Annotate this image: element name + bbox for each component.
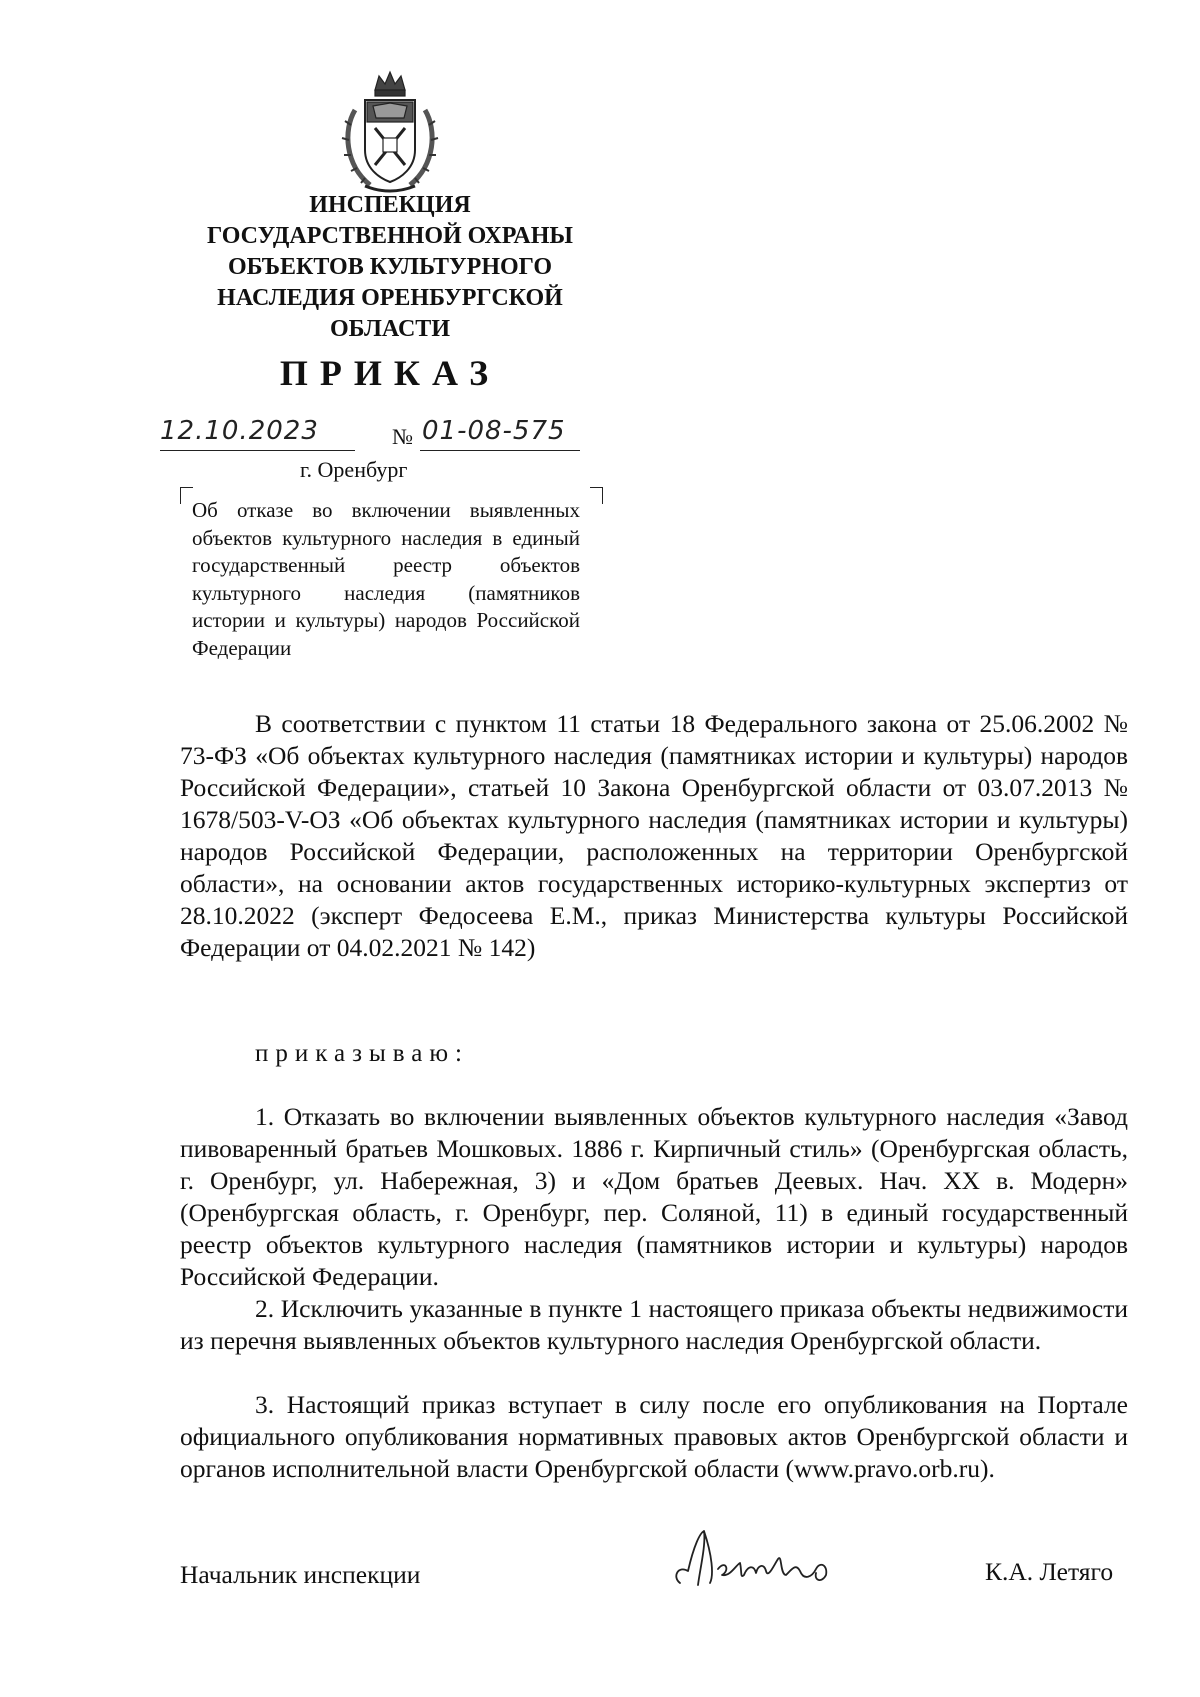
subject-bracket-right	[590, 487, 603, 504]
handwritten-signature	[670, 1525, 840, 1595]
org-line-5: ОБЛАСТИ	[330, 316, 450, 342]
order-item-3: 3. Настоящий приказ вступает в силу после его опубликования на Портале официального опубликования нормативных правовых актов Оренбургской области и органов исполнительной власти Оренбургской области (www.pravo.orb.ru).	[180, 1390, 1128, 1483]
document-date: 12.10.2023	[160, 416, 319, 446]
document-subject: Об отказе во включении выявленных объектов культурного наследия в единый государственный реестр объектов культурного наследия (памятников истории и культуры) народов Российской Федерации	[192, 498, 580, 660]
org-line-3: ОБЪЕКТОВ КУЛЬТУРНОГО	[227, 254, 553, 280]
date-number-row	[160, 416, 630, 456]
number-underline	[420, 450, 580, 451]
organization-name	[180, 190, 600, 345]
org-line-4: НАСЛЕДИЯ ОРЕНБУРГСКОЙ	[217, 285, 563, 311]
date-underline	[160, 450, 355, 451]
number-sign: №	[392, 424, 413, 449]
city: г. Оренбург	[300, 457, 408, 482]
org-line-2: ГОСУДАРСТВЕННОЙ ОХРАНЫ	[207, 223, 573, 249]
decree-word: приказываю:	[255, 1040, 469, 1067]
coat-of-arms-icon	[335, 70, 445, 198]
signatory-name: К.А. Летяго	[985, 1557, 1114, 1586]
preamble-paragraph: В соответствии с пунктом 11 статьи 18 Федерального закона от 25.06.2002 № 73-ФЗ «Об объектах культурного наследия (памятниках истории и культуры) народов Российской Федерации», статьей 10 Закона Оренбургской области от 03.07.2013 № 1678/503-V-ОЗ «Об объектах культурного наследия (памятниках истории и культуры) народов Российской Федерации, расположенных на территории Оренбургской области», на основании актов государственных историко-культурных экспертиз от 28.10.2022 (эксперт Федосеева Е.М., приказ Министерства культуры Российской Федерации от 04.02.2021 № 142)	[180, 709, 1128, 962]
signatory-role: Начальник инспекции	[180, 1560, 421, 1589]
order-item-1: 1. Отказать во включении выявленных объектов культурного наследия «Завод пивоваренный братьев Мошковых. 1886 г. Кирпичный стиль» (Оренбургская область, г. Оренбург, ул. Набережная, 3) и «Дом братьев Деевых. Нач. XX в. Модерн» (Оренбургская область, г. Оренбург, пер. Соляной, 11) в единый государственный реестр объектов культурного наследия (памятников истории и культуры) народов Российской Федерации.	[180, 1102, 1128, 1291]
org-line-1: ИНСПЕКЦИЯ	[309, 192, 471, 218]
order-item-2: 2. Исключить указанные в пункте 1 настоящего приказа объекты недвижимости из перечня выявленных объектов культурного наследия Оренбургской области.	[180, 1294, 1128, 1355]
document-number: 01-08-575	[422, 416, 566, 446]
document-type-title: ПРИКАЗ	[279, 353, 501, 393]
